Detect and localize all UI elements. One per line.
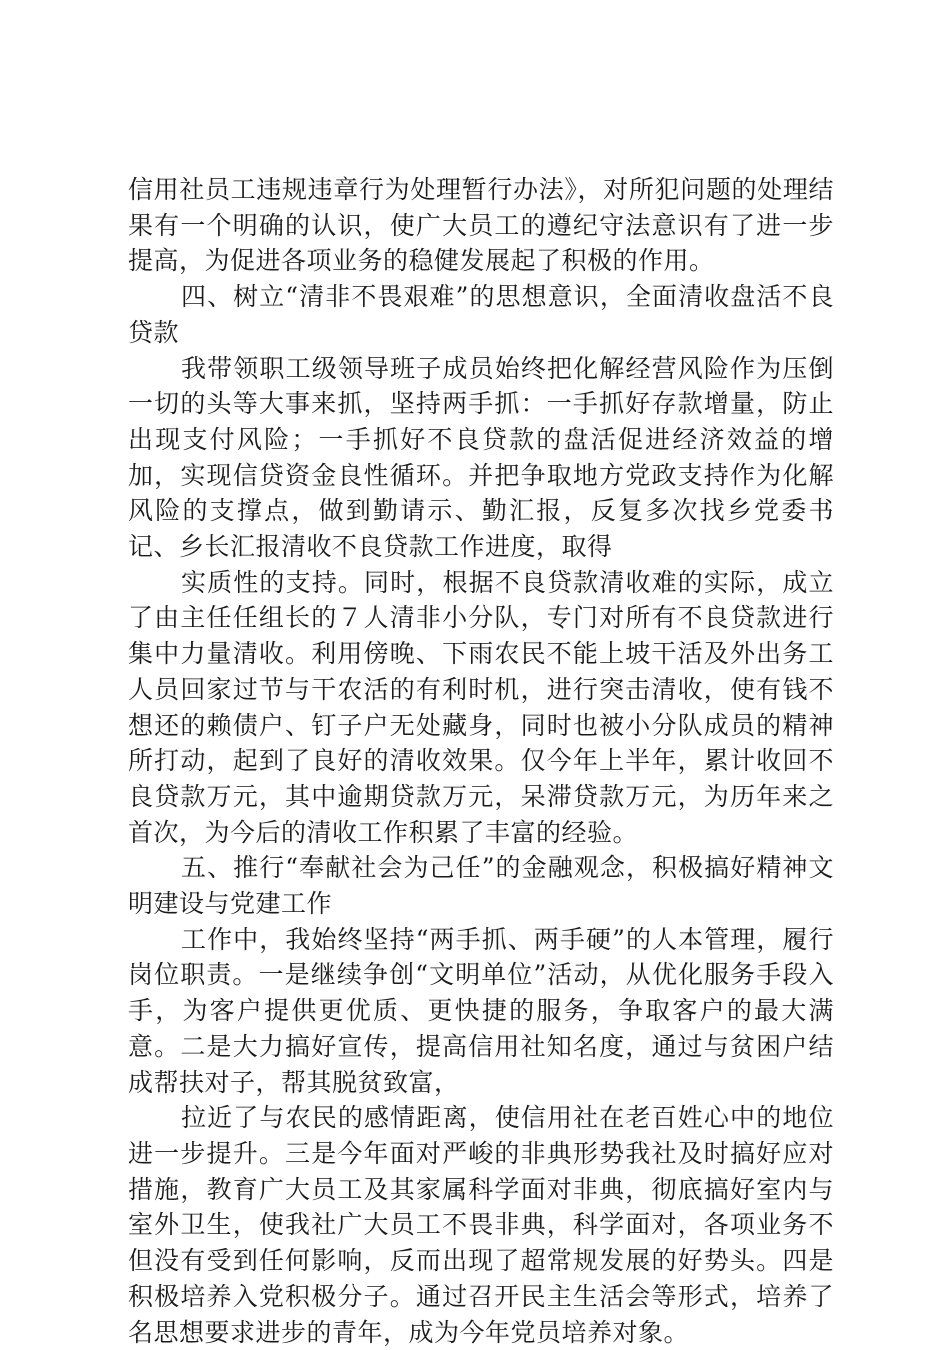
document-page: [128, 172, 834, 1350]
paragraph-body: 实质性的支持。同时，根据不良贷款清收难的实际，成立了由主任任组长的７人清非小分队，专门对所有不良贷款进行集中力量清收。利用傍晚、下雨农民不能上坡干活及外出务工人员回家过节与干农活的有利时机，进行突击清收，使有钱不想还的赖债户、钉子户无处藏身，同时也被小分队成员的精神所打动，起到了良好的清收效果。仅今年上半年，累计收回不良贷款万元，其中逾期贷款万元，呆滞贷款万元，为历年来之首次，为今后的清收工作积累了丰富的经验。: [128, 567, 834, 847]
paragraph-body: 拉近了与农民的感情距离，使信用社在老百姓心中的地位进一步提升。三是今年面对严峻的非典形势我社及时搞好应对措施，教育广大员工及其家属科学面对非典，彻底搞好室内与室外卫生，使我社广大员工不畏非典，科学面对，各项业务不但没有受到任何影响，反而出现了超常规发展的好势头。四是积极培养入党积极分子。通过召开民主生活会等形式，培养了名思想要求进步的青年，成为今年党员培养对象。: [128, 1103, 834, 1347]
paragraph-body: 我带领职工级领导班子成员始终把化解经营风险作为压倒一切的头等大事来抓，坚持两手抓：一手抓好存款增量，防止出现支付风险；一手抓好不良贷款的盘活促进经济效益的增加，实现信贷资金良性循环。并把争取地方党政支持作为化解风险的支撑点，做到勤请示、勤汇报，反复多次找乡党委书记、乡长汇报清收不良贷款工作进度，取得: [128, 353, 834, 562]
section-heading-4: 四、树立“清非不畏艰难”的思想意识，全面清收盘活不良贷款: [128, 282, 834, 347]
paragraph-body: 工作中，我始终坚持“两手抓、两手硬”的人本管理，履行岗位职责。一是继续争创“文明单位”活动，从优化服务手段入手，为客户提供更优质、更快捷的服务，争取客户的最大满意。二是大力搞好宣传，提高信用社知名度，通过与贫困户结成帮扶对子，帮其脱贫致富，: [128, 924, 834, 1097]
paragraph-continuation: 信用社员工违规违章行为处理暂行办法》，对所犯问题的处理结果有一个明确的认识，使广大员工的遵纪守法意识有了进一步提高，为促进各项业务的稳健发展起了积极的作用。: [128, 175, 834, 276]
section-heading-5: 五、推行“奉献社会为己任”的金融观念，积极搞好精神文明建设与党建工作: [128, 853, 834, 919]
